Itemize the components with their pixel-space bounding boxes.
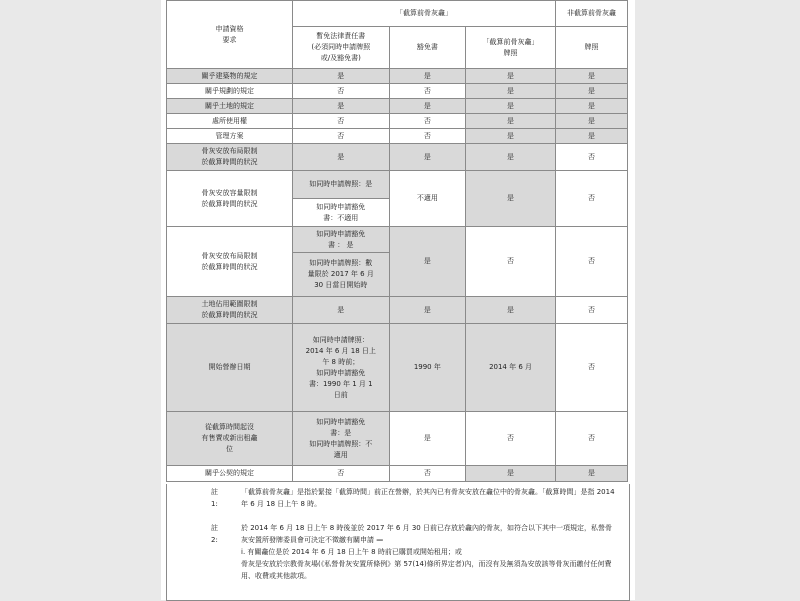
row-label: 開始營辦日期 [167,324,293,412]
cell: 是 [466,144,556,171]
cell: 是 [556,69,628,84]
note-1-label: 註 1: [211,488,218,508]
row-label: 從截算時間起沒 有售賣或新出租龕 位 [167,412,293,466]
cell: 否 [292,129,389,144]
cell: 否 [556,324,628,412]
cell: 如同時申請豁免 書 ： 是 [292,227,389,253]
table-row [167,227,628,253]
cell: 否 [556,297,628,324]
table-row [167,412,628,466]
row-label: 土地佔用範圍限制 於截算時間的狀況 [167,297,293,324]
cell: 是 [556,114,628,129]
cell: 是 [389,297,465,324]
cell: 是 [292,297,389,324]
table-row [167,297,628,324]
header-requirement: 申請資格 要求 [167,1,293,69]
table-row [167,114,628,129]
cell: 如同時申請牌照： 2014 年 6 月 18 日上 午 8 時前； 如同時申請豁免 書：1990 年 1 月 1 日前 [292,324,389,412]
cell: 如同時申請牌照：數 量限於 2017 年 6 月 30 日當日開始時 [292,253,389,297]
row-label: 骨灰安放布局限制 於截算時間的狀況 [167,227,293,297]
cell: 1990 年 [389,324,465,412]
cell: 是 [389,144,465,171]
row-label: 關乎土地的規定 [167,99,293,114]
col-licence: 「截算前骨灰龕」 牌照 [466,27,556,69]
cell: 是 [556,99,628,114]
row-label: 關乎公契的規定 [167,466,293,482]
cell: 是 [292,69,389,84]
cell: 否 [292,466,389,482]
cell: 是 [389,227,465,297]
cell: 否 [556,144,628,171]
row-label: 關乎建築物的規定 [167,69,293,84]
cell: 是 [292,99,389,114]
cell: 否 [556,227,628,297]
cell: 否 [389,466,465,482]
cell: 是 [389,99,465,114]
cell: 是 [556,129,628,144]
table-row [167,129,628,144]
note-2-text: 於 2014 年 6 月 18 日上午 8 時後並於 2017 年 6 月 30 日前已存放於龕內的骨灰，如符合以下其中一項規定，私營骨灰安置所發牌委員會可決定不徵繳有關申請 [241,524,612,544]
cell: 否 [466,227,556,297]
table-row [167,466,628,482]
cell: 是 [556,84,628,99]
col-exempt-cert: 暫免法律責任書 (必須同時申請牌照 或/及豁免書) [292,27,389,69]
row-label: 處所使用權 [167,114,293,129]
col-licence-2: 牌照 [556,27,628,69]
note-2-dash: — [376,536,384,544]
table-row [167,144,628,171]
table-row [167,99,628,114]
cell: 是 [466,297,556,324]
row-label: 管理方案 [167,129,293,144]
cell: 是 [466,114,556,129]
row-label: 骨灰安放容量限制 於截算時間的狀況 [167,171,293,227]
cell: 是 [466,99,556,114]
table-row [167,324,628,412]
cell: 是 [466,171,556,227]
cell: 是 [556,466,628,482]
cell: 是 [466,69,556,84]
cell: 否 [389,114,465,129]
table-row [167,171,628,199]
cell: 是 [292,144,389,171]
cell: 是 [389,69,465,84]
cell: 如同時申請豁免 書：不適用 [292,199,389,227]
cell: 否 [389,129,465,144]
cell: 否 [556,412,628,466]
cell: 如同時申請豁免 書：是 如同時申請牌照：不 適用 [292,412,389,466]
cell: 是 [466,129,556,144]
note-2-extra: 骨灰是安放於宗教骨灰場(《私營骨灰安置所條例》第 57(14)條所界定者)內，而沒有及無須為安放該等骨灰而繳付任何費用、收費或其他款項。 [241,560,612,580]
table-row [167,84,628,99]
note-1-text: 「截算前骨灰龕」是指於緊接「截算時間」前正在營辦，於其內已有骨灰安放在龕位中的骨灰龕。「截算時間」是指 2014 年 6 月 18 日上午 8 時。 [241,488,615,508]
cell: 否 [292,84,389,99]
col-exemption: 豁免書 [389,27,465,69]
cell: 是 [466,84,556,99]
row-label: 骨灰安放布局限制 於截算時間的狀況 [167,144,293,171]
cell: 否 [292,114,389,129]
cell: 如同時申請牌照：是 [292,171,389,199]
note-2-item-i: i. 有關龕位是於 2014 年 6 月 18 日上午 8 時前已購買或開始租用；或 [241,548,462,556]
header-group: 「截算前骨灰龕」 [292,1,555,27]
cell: 否 [466,412,556,466]
note-2-label: 註 2: [211,524,218,544]
cell: 是 [466,466,556,482]
header-non-group: 非截算前骨灰龕 [556,1,628,27]
cell: 不適用 [389,171,465,227]
notes-box [166,484,630,601]
cell: 否 [389,84,465,99]
requirements-table [166,0,628,482]
cell: 否 [556,171,628,227]
cell: 2014 年 6 月 [466,324,556,412]
cell: 是 [389,412,465,466]
table-row [167,69,628,84]
note-2-body [241,522,617,582]
row-label: 關乎規劃的規定 [167,84,293,99]
